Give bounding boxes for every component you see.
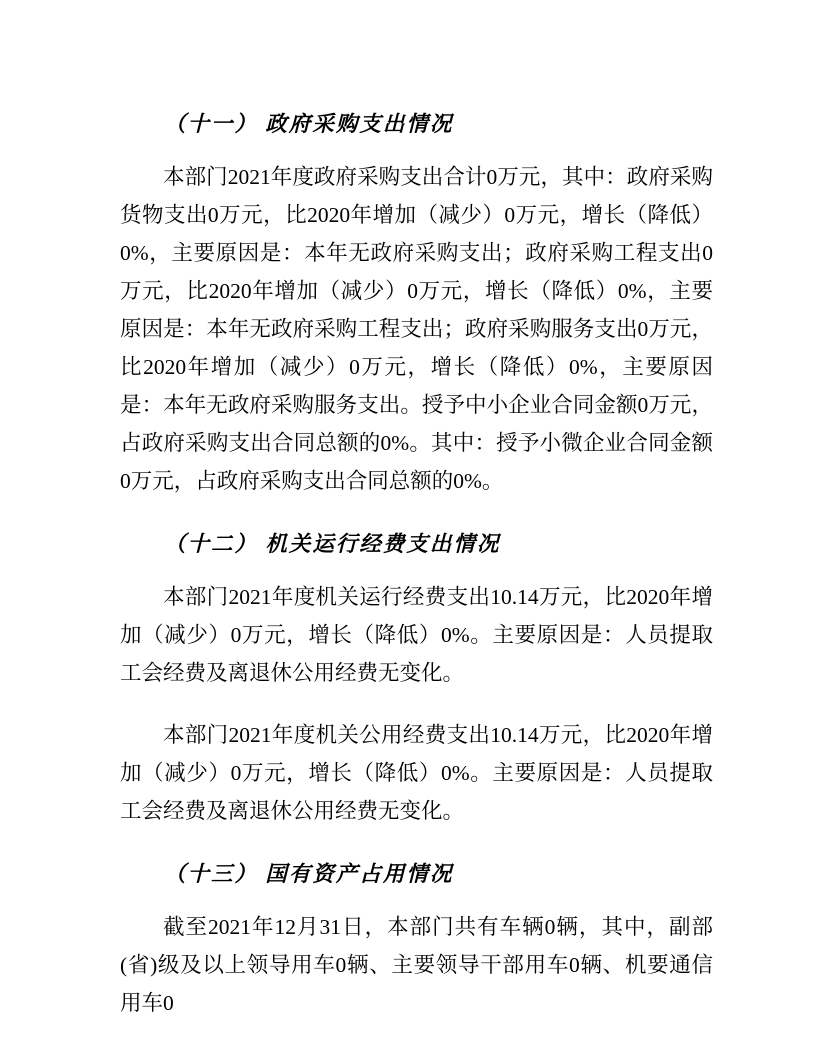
section-paragraph: 本部门2021年度政府采购支出合计0万元，其中：政府采购货物支出0万元，比2020年增加（减少）0万元，增长（降低）0%，主要原因是：本年无政府采购支出；政府采购工程支出0万元，比2020年增加（减少）0万元，增长（降低）0%，主要原因是：本年无政府采购工程支出；政府采购服务支出0万元，比2020年增加（减少）0万元，增长（降低）0%，主要原因是：本年无政府采购服务支出。授予中小企业合同金额0万元，占政府采购支出合同总额的0%。其中：授予小微企业合同金额0万元，占政府采购支出合同总额的0%。: [120, 165, 713, 493]
section-paragraph: 本部门2021年度机关运行经费支出10.14万元，比2020年增加（减少）0万元，增长（降低）0%。主要原因是：人员提取工会经费及离退休公用经费无变化。: [120, 585, 713, 685]
section-heading: （十二） 机关运行经费支出情况: [164, 532, 501, 556]
section-heading: （十三） 国有资产占用情况: [164, 862, 454, 886]
section-paragraph: 截至2021年12月31日，本部门共有车辆0辆，其中，副部(省)级及以上领导用车0辆、主要领导干部用车0辆、机要通信用车0: [120, 915, 713, 1015]
section-heading: （十一） 政府采购支出情况: [164, 112, 454, 136]
section-state-assets: [120, 854, 713, 1022]
section-paragraph: 本部门2021年度机关公用经费支出10.14万元，比2020年增加（减少）0万元，增长（降低）0%。主要原因是：人员提取工会经费及离退休公用经费无变化。: [120, 723, 713, 823]
section-government-procurement: [120, 104, 713, 500]
section-operating-expenses: [120, 524, 713, 830]
